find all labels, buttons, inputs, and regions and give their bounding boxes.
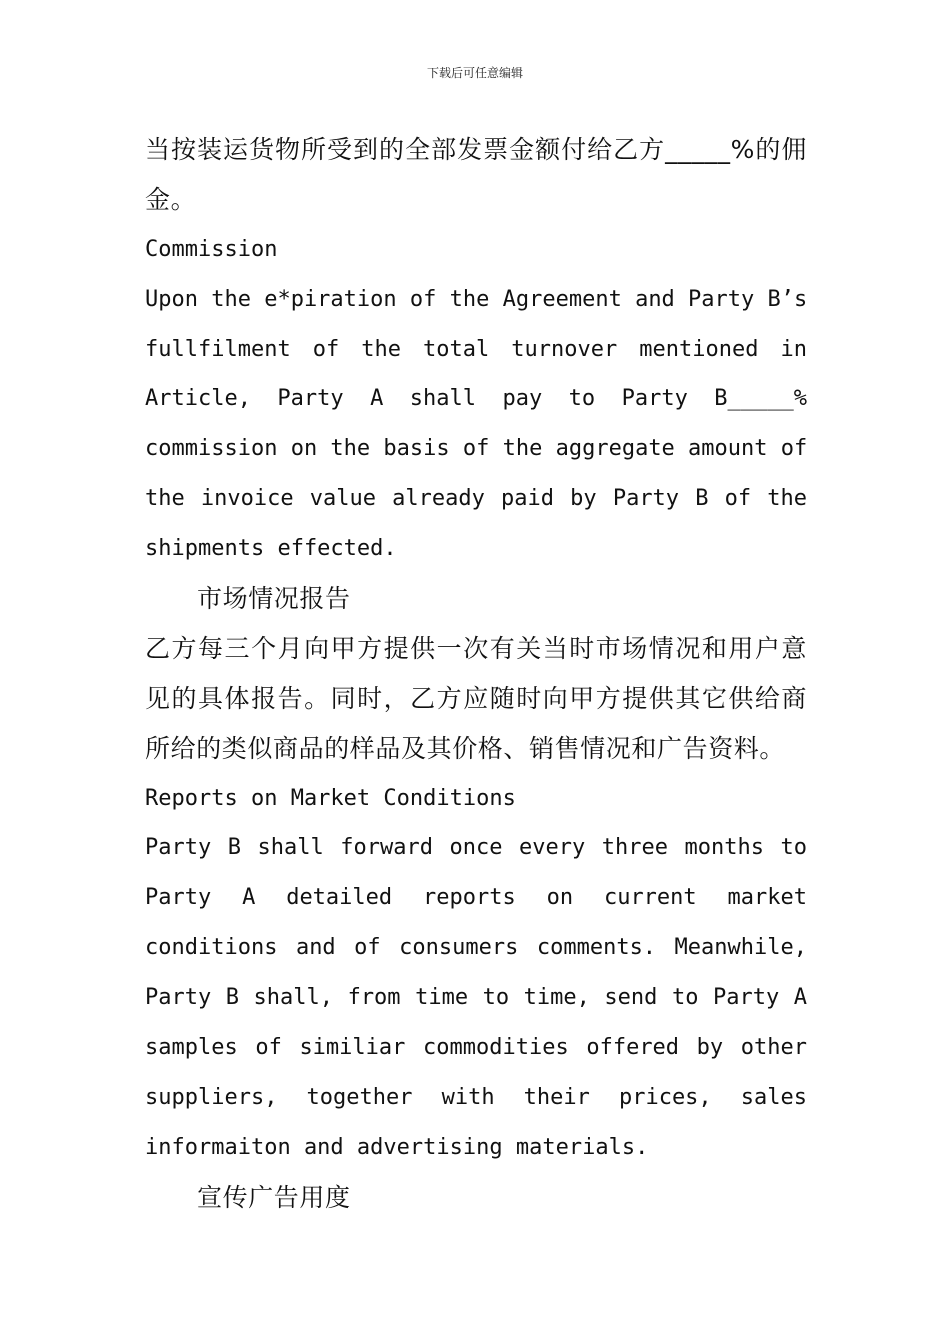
section-heading-en: Commission (145, 236, 278, 262)
body-line: suppliers, together with their prices, sales (145, 1084, 807, 1110)
body-line: conditions and of consumers comments. Meanwhile, (145, 935, 807, 961)
body-line: fullfilment of the total turnover mentioned in (145, 336, 807, 362)
body-line: commission on the basis of the aggregate amount of (145, 436, 807, 462)
body-line: Party B shall forward once every three months to (145, 835, 807, 861)
section-heading-cn: 宣传广告用度 (197, 1182, 351, 1212)
body-line: the invoice value already paid by Party B of the (145, 486, 807, 512)
section-heading-en: Reports on Market Conditions (145, 785, 516, 811)
body-line: Upon the e*piration of the Agreement and Party B’s (145, 286, 807, 312)
page-header-note: 下载后可任意编辑 (426, 66, 523, 80)
body-line: Party A detailed reports on current market (145, 885, 807, 911)
body-line: 见的具体报告。同时，乙方应随时向甲方提供其它供给商 (145, 683, 807, 713)
body-line: 金。 (145, 184, 197, 214)
section-heading-cn: 市场情况报告 (197, 584, 351, 614)
body-line: informaiton and advertising materials. (145, 1134, 649, 1160)
body-line: Article, Party A shall pay to Party B_____% (145, 386, 807, 412)
body-line: 所给的类似商品的样品及其价格、销售情况和广告资料。 (145, 733, 786, 763)
body-line: shipments effected. (145, 536, 397, 562)
body-line: Party B shall, from time to time, send to Party A (145, 985, 807, 1011)
document-body (145, 125, 807, 1223)
body-line: 当按装运货物所受到的全部发票金额付给乙方_____%的佣 (145, 135, 807, 164)
body-line: samples of similiar commodities offered by other (145, 1035, 807, 1061)
body-line: 乙方每三个月向甲方提供一次有关当时市场情况和用户意 (145, 633, 807, 663)
